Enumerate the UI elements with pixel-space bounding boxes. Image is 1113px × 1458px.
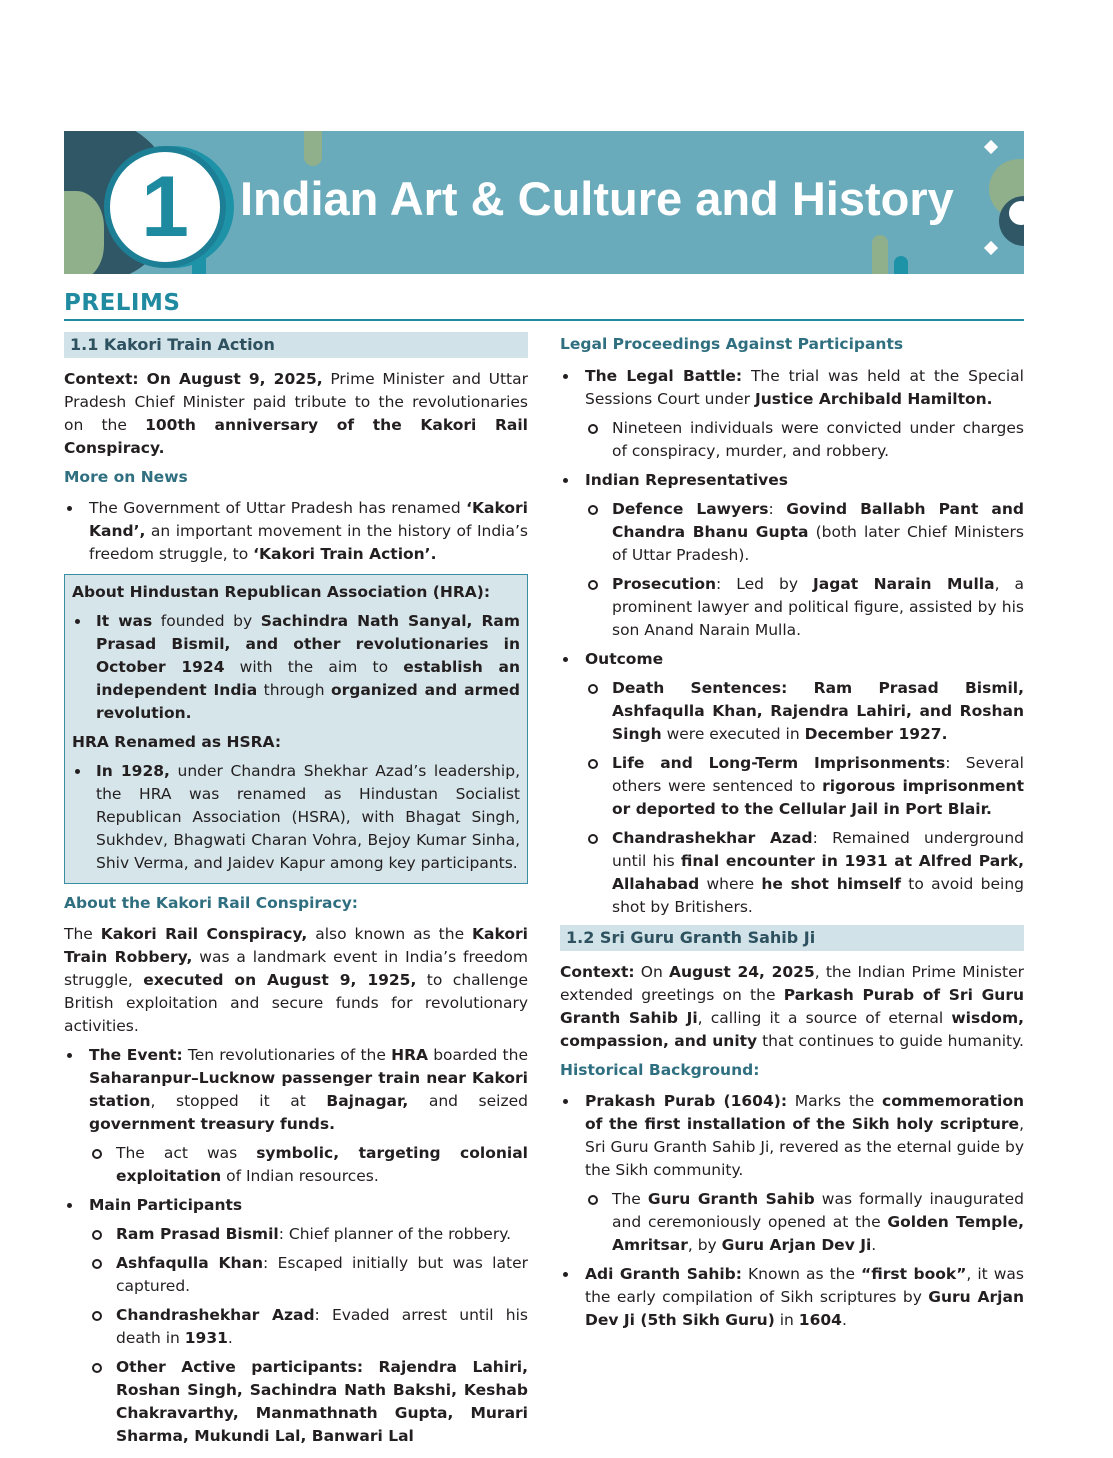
text: : Remained underground until his (612, 829, 1024, 870)
chapter-number: 1 (141, 158, 189, 255)
text-bold: Adi Granth Sahib: (585, 1265, 742, 1283)
text: , the Indian Prime Minister extended greetings on the (560, 963, 1024, 1004)
banner-decor-pill (872, 235, 888, 274)
text: : Evaded arrest until his death in (116, 1306, 528, 1347)
list-item (64, 1194, 528, 1217)
list-subitem (560, 417, 1024, 463)
context-bold: 100th anniversary of the Kakori Rail Conspiracy. (64, 416, 528, 457)
legal-heading: Legal Proceedings Against Participants (560, 335, 904, 353)
text: of Indian resources. (221, 1167, 379, 1185)
list-subitem (560, 573, 1024, 642)
text: where (699, 875, 762, 893)
list-item (560, 469, 1024, 492)
text-bold: Death Sentences (612, 679, 782, 697)
historical-background-heading: Historical Background: (560, 1061, 760, 1079)
text: to avoid being shot by Britishers. (612, 875, 1024, 916)
text-bold: ‘Kakori Kand’, (89, 499, 528, 540)
text: that continues to guide humanity. (757, 1032, 1024, 1050)
list-subitem (64, 1252, 528, 1298)
context-text: Prime Minister and Uttar Pradesh Chief Minister paid tribute to the revolutionaries on the (64, 370, 528, 434)
chapter-banner (64, 131, 1024, 274)
text-bold: : Ram Prasad Bismil, Ashfaqulla Khan, Rajendra Lahiri, and Roshan Singh (612, 679, 1024, 743)
text: The (612, 1190, 648, 1208)
conspiracy-heading: About the Kakori Rail Conspiracy: (64, 894, 359, 912)
chapter-title: Indian Art & Culture and History (240, 172, 954, 225)
text: On (634, 963, 670, 981)
text-bold: executed on August 9, 1925, (143, 971, 417, 989)
text: an important movement in the history of India’s freedom struggle, to (89, 522, 528, 563)
text-bold: organized and armed revolution. (96, 681, 520, 722)
more-on-news-heading: More on News (64, 468, 188, 486)
text-bold: Indian Representatives (585, 471, 789, 489)
text: Nineteen individuals were convicted under charges of conspiracy, murder, and robbery. (612, 419, 1024, 460)
text-bold: Prosecution (612, 575, 717, 593)
text-bold: Bajnagar, (326, 1092, 409, 1110)
text-bold: Govind Ballabh Pant and Chandra Bhanu Gupta (612, 500, 1024, 541)
hsra-heading: HRA Renamed as HSRA: (72, 733, 282, 751)
list-subitem (64, 1223, 528, 1246)
text-bold: Sachindra Nath Sanyal, Ram Prasad Bismil, and other revolutionaries in October 1924 (96, 612, 520, 676)
text-bold: he shot himself (761, 875, 901, 893)
text-bold: Context: (560, 963, 635, 981)
section-heading-kakori: 1.1 Kakori Train Action (64, 332, 528, 358)
text-bold: establish an independent India (96, 658, 520, 699)
text-bold: final encounter in 1931 at Alfred Park, Allahabad (612, 852, 1024, 893)
text-bold: Ashfaqulla Khan (116, 1254, 264, 1272)
text: , a prominent lawyer and political figure, assisted by his son Anand Narain Mulla. (612, 575, 1024, 639)
context-label: Context: On August 9, 2025, (64, 370, 323, 388)
text: . (871, 1236, 877, 1254)
text-bold: It was (96, 612, 153, 630)
text-bold: Kakori Rail Conspiracy, (100, 925, 308, 943)
text: with the aim to (224, 658, 404, 676)
list-item (560, 1263, 1024, 1332)
text-bold: HRA (391, 1046, 428, 1064)
text: : Led by (716, 575, 813, 593)
text-bold: ‘Kakori Train Action’. (253, 545, 437, 563)
hsra-list (72, 760, 520, 875)
text: Known as the (741, 1265, 862, 1283)
text-bold: Chandrashekhar Azad (612, 829, 813, 847)
banner-decor-diamond (984, 241, 998, 255)
banner-decor-pill (304, 131, 322, 166)
text: in (774, 1311, 799, 1329)
text-bold: Saharanpur–Lucknow passenger train near Kakori station (89, 1069, 528, 1110)
right-column (560, 332, 1024, 1338)
banner-decor-diamond (984, 140, 998, 154)
text-bold: December 1927. (804, 725, 948, 743)
text: boarded the (428, 1046, 528, 1064)
text: : (768, 500, 787, 518)
list-subitem (560, 498, 1024, 567)
legal-list (560, 365, 1024, 919)
text-bold: Ram Prasad Bismil (116, 1225, 279, 1243)
section-heading-guru-granth: 1.2 Sri Guru Granth Sahib Ji (560, 925, 1024, 951)
text-bold: August 24, 2025 (669, 963, 815, 981)
text-bold: Main Participants (89, 1196, 243, 1214)
text-bold: Life and Long-Term Imprisonments (612, 754, 946, 772)
text-bold: Golden Temple, Amritsar (612, 1213, 1024, 1254)
list-subitem (64, 1356, 528, 1448)
text: The act was (116, 1144, 257, 1162)
conspiracy-list (64, 1044, 528, 1448)
text: : Several others were sentenced to (612, 754, 1024, 795)
text-bold: Parkash Purab of Sri Guru Granth Sahib Ji (560, 986, 1024, 1027)
text: Ten revolutionaries of the (182, 1046, 392, 1064)
hra-info-box (64, 574, 528, 884)
text-bold: 1931 (184, 1329, 228, 1347)
text-bold: The Event: (89, 1046, 183, 1064)
text-bold: Kakori Train Robbery, (64, 925, 528, 966)
context-paragraph (64, 368, 528, 460)
text-bold: Outcome (585, 650, 664, 668)
list-item (560, 648, 1024, 671)
list-item (72, 760, 520, 875)
news-list (64, 497, 528, 566)
text: was a landmark event in India’s freedom struggle, (64, 948, 528, 989)
text: : Chief planner of the robbery. (278, 1225, 512, 1243)
hra-box-heading: About Hindustan Republican Association (HRA): (72, 583, 491, 601)
conspiracy-paragraph (64, 923, 528, 1038)
text-bold: Guru Arjan Dev Ji (721, 1236, 872, 1254)
text: . (841, 1311, 847, 1329)
text-bold: Guru Granth Sahib (647, 1190, 815, 1208)
text-bold: Defence Lawyers (612, 500, 769, 518)
text: , it was the early compilation of Sikh scriptures by (585, 1265, 1024, 1306)
hra-list (72, 610, 520, 725)
text: also known as the (307, 925, 473, 943)
text: , stopped it at (150, 1092, 327, 1110)
text: to challenge British exploitation and secure funds for revolutionary activities. (64, 971, 529, 1035)
text-bold: government treasury funds. (89, 1115, 335, 1133)
text-bold: Guru Arjan Dev Ji (5th Sikh Guru) (585, 1288, 1024, 1329)
text-bold: Chandrashekhar Azad (116, 1306, 315, 1324)
text-bold: Other Active participants: Rajendra Lahiri, Roshan Singh, Sachindra Nath Bakshi, Keshab Chakravarthy, Manmathnath Gupta, Murari Sharma, Mukundi Lal, Banwari Lal (116, 1358, 528, 1445)
text-bold: The Legal Battle: (585, 367, 743, 385)
text: Marks the (787, 1092, 883, 1110)
text: The (64, 925, 101, 943)
text-bold: symbolic, targeting colonial exploitation (116, 1144, 528, 1185)
text: under Chandra Shekhar Azad’s leadership, the HRA was renamed as Hindustan Socialist Republican Association (HSRA), with Bhagat Singh, Sukhdev, Bhagwati Charan Vohra, Bejoy Kumar Sinha, Shiv Verma, and Jaidev Kapur among key participants. (96, 762, 520, 872)
guru-list (560, 1090, 1024, 1332)
text: through (257, 681, 331, 699)
list-item (64, 497, 528, 566)
text-bold: Prakash Purab (1604): (585, 1092, 788, 1110)
banner-decor-pill (894, 256, 908, 274)
text: , calling it a source of eternal (697, 1009, 952, 1027)
heading-underline (64, 319, 1024, 321)
list-item (560, 1090, 1024, 1182)
text-bold: commemoration of the first installation of the Sikh holy scripture (585, 1092, 1025, 1133)
list-subitem (560, 677, 1024, 746)
text: , by (687, 1236, 722, 1254)
text-bold: In 1928, (96, 762, 170, 780)
list-subitem (560, 1188, 1024, 1257)
text: The trial was held at the Special Sessions Court under (585, 367, 1024, 408)
text: , Sri Guru Granth Sahib Ji, revered as the eternal guide by the Sikh community. (585, 1115, 1024, 1179)
text: founded by (152, 612, 261, 630)
text: : Escaped initially but was later captured. (116, 1254, 528, 1295)
guru-context-paragraph (560, 961, 1024, 1053)
text: were executed in (661, 725, 805, 743)
page-heading: PRELIMS (64, 290, 181, 316)
text-bold: “first book” (861, 1265, 967, 1283)
text-bold: Jagat Narain Mulla (813, 575, 995, 593)
text: (both later Chief Ministers of Uttar Pradesh). (612, 523, 1024, 564)
text: The Government of Uttar Pradesh has renamed (89, 499, 467, 517)
text-bold: Justice Archibald Hamilton. (754, 390, 993, 408)
list-subitem (64, 1304, 528, 1350)
text: and seized (408, 1092, 528, 1110)
list-subitem (560, 827, 1024, 919)
text: . (227, 1329, 233, 1347)
left-column (64, 332, 528, 1454)
text-bold: wisdom, compassion, and unity (560, 1009, 1024, 1050)
list-item (560, 365, 1024, 411)
list-subitem (560, 752, 1024, 821)
list-item (64, 1044, 528, 1136)
list-subitem (64, 1142, 528, 1188)
list-item (72, 610, 520, 725)
text-bold: rigorous imprisonment or deported to the Cellular Jail in Port Blair. (612, 777, 1024, 818)
text: was formally inaugurated and ceremoniously opened at the (612, 1190, 1024, 1231)
text-bold: 1604 (798, 1311, 842, 1329)
